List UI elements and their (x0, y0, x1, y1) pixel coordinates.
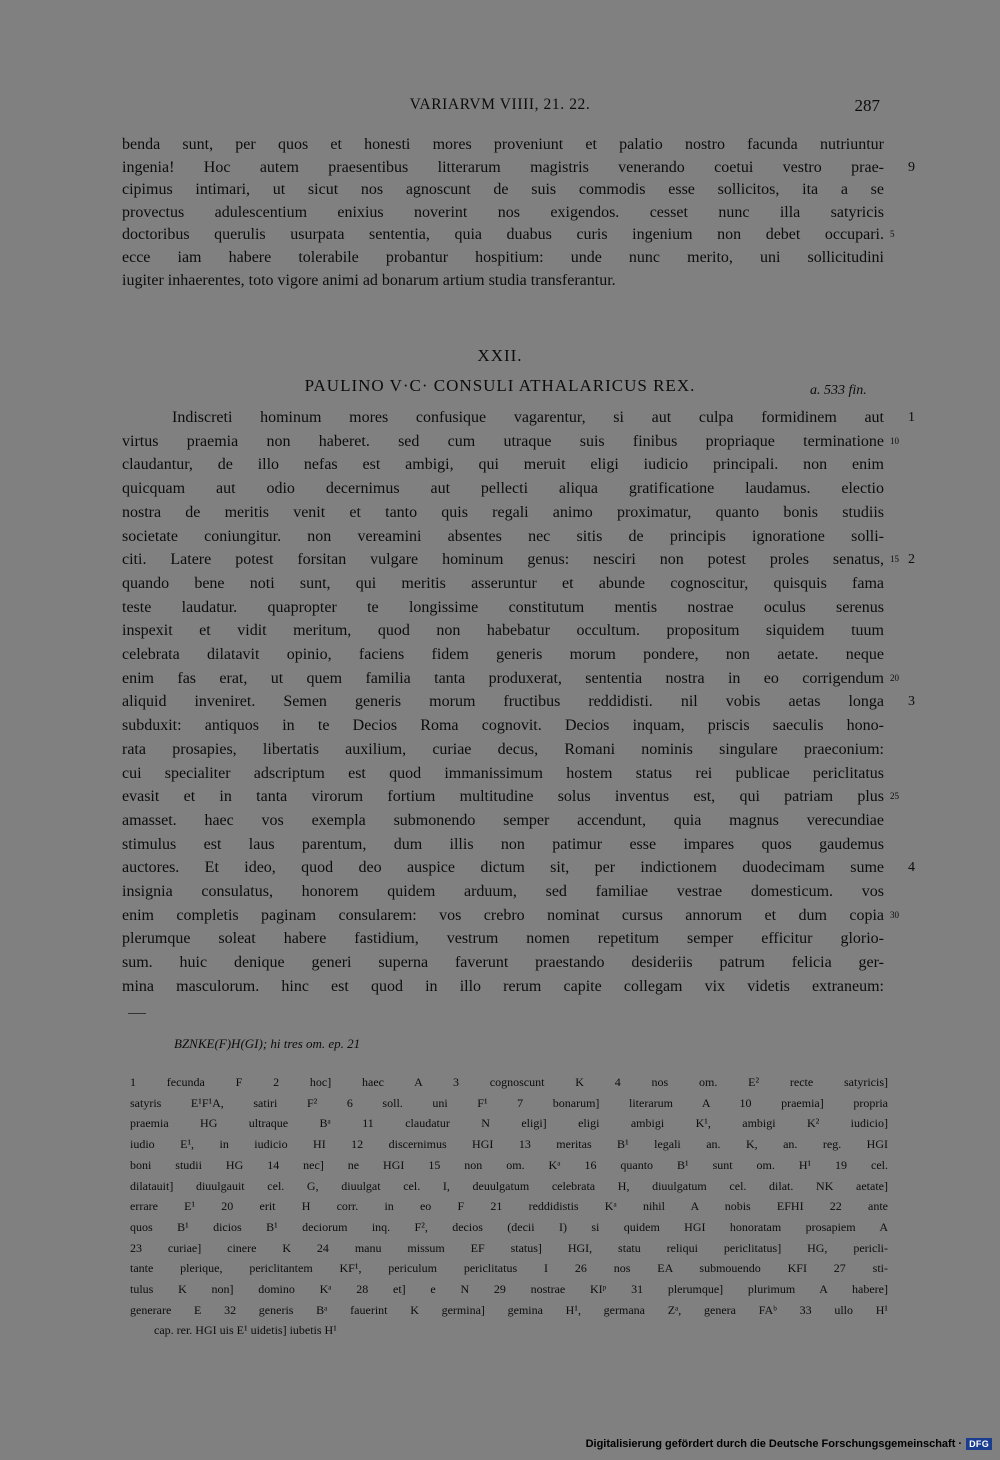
body-line: societate coniungitur. non vereamini absentes nec sitis de principis ignoratione solli- (122, 527, 884, 545)
paragraph-number: 1 (908, 410, 915, 425)
apparatus-divider (128, 1013, 146, 1014)
body-line: aliquid inveniret. Semen generis morum fructibus reddidisti. nil vobis aetas longa (122, 693, 884, 711)
intro-line: benda sunt, per quos et honesti mores proveniunt et palatio nostro facunda nutriuntur (122, 136, 884, 153)
body-line: quicquam aut odio decernimus aut pellecti aliqua gratificatione laudamus. electio (122, 480, 884, 498)
apparatus-line: tulus K non] domino Kᵃ 28 et] e N 29 nostrae KIᵖ 31 plerumque] plurimum A habere] (130, 1282, 888, 1296)
body-line: amasset. haec vos exempla submonendo semper accendunt, quia magnus verecundiae (122, 811, 884, 829)
body-line: inspexit et vidit meritum, quod non habebatur occultum. propositum siquidem tuum (122, 622, 884, 640)
body-line: teste laudatur. quapropter te longissime constitutum mentis nostrae oculus serenus (122, 598, 884, 616)
paragraph-number: 2 (908, 552, 915, 568)
apparatus-line: 23 curiae] cinere K 24 manu missum EF status] HGI, statu reliqui periclitatus] HG, pericli- (130, 1240, 888, 1255)
chapter-number: XXII. (477, 346, 523, 365)
intro-line: ecce iam habere tolerabile probantur hospitium: unde nunc merito, uni sollicitudini (122, 249, 884, 266)
line-number: 10 (890, 435, 899, 446)
chapter-date: a. 533 fin. (810, 383, 867, 398)
body-line: celebrata dilatavit opinio, faciens fidem generis morum pondere, non aetate. neque (122, 646, 884, 663)
body-line: quando bene noti sunt, qui meritis asseruntur et abunde cognoscitur, quisquis fama (122, 574, 884, 592)
intro-line: ingenia! Hoc autem praesentibus litterarum magistris venerando coetui vestro prae- (122, 158, 884, 176)
apparatus-line: 1 fecunda F 2 hoc] haec A 3 cognoscunt K 4 nos om. E² recte satyricis] (130, 1075, 888, 1089)
body-line: claudantur, de illo nefas est ambigi, qui meruit eligi iudicio principali. non enim (122, 456, 884, 474)
sigla-line: BZNKE(F)H(GI); hi tres om. ep. 21 (174, 1036, 361, 1051)
paragraph-number: 3 (908, 694, 915, 710)
body-line: citi. Latere potest forsitan vulgare hominum genus: nesciri non potest proles senatus, (122, 551, 884, 569)
paragraph-number: 4 (908, 860, 915, 876)
chapter-title: PAULINO V·C· CONSULI ATHALARICUS REX. (304, 376, 696, 395)
apparatus-line: iudio E¹, in iudicio HI 12 discernimus HGI 13 meritas B¹ legali an. K, an. reg. HGI (130, 1137, 888, 1152)
body-line: cui specialiter adscriptum est quod immanissimum hostem status rei publicae periclitatus (122, 764, 884, 782)
body-line: virtus praemia non haberet. sed cum utraque suis finibus propriaque terminatione (122, 432, 884, 450)
apparatus-line: dilatauit] diuulgauit cel. G, diuulgat cel. I, deuulgatum celebrata H, diuulgatum cel. dilat. NK aetate] (130, 1178, 888, 1193)
apparatus-line: cap. rer. HGI uis E¹ uidetis] iubetis H¹ (154, 1323, 337, 1338)
body-line: enim fas erat, ut quem familia tanta produxerat, sententia nostra in eo corrigendum (122, 669, 884, 687)
intro-line: iugiter inhaerentes, toto vigore animi ad bonarum artium studia transferantur. (122, 271, 616, 289)
body-line: rata prosapies, libertatis auxilium, curiae decus, Romani nominis singulare praeconium: (122, 740, 884, 758)
body-line: sum. huic denique generi superna faverunt praestando desideriis patrum felicia ger- (122, 954, 884, 972)
body-line: Indiscreti hominum mores confusique vagarentur, si aut culpa formidinem aut (172, 409, 884, 426)
body-line: stimulus est laus parentum, dum illis non patimur esse impares quos gaudemus (122, 835, 884, 853)
running-head: VARIARVM VIIII, 21. 22. (409, 96, 591, 113)
intro-line: doctoribus querulis usurpata sententia, quia duabus curis ingenium non debet occupari. (122, 226, 884, 244)
margin-number: 9 (908, 159, 915, 175)
apparatus-line: errare E¹ 20 erit H corr. in eo F 21 reddidistis Kᵃ nihil A nobis EFHI 22 ante (130, 1199, 888, 1214)
apparatus-line: satyris E¹F¹A, satiri F² 6 soll. uni F¹ 7 bonarum] literarum A 10 praemia] propria (130, 1095, 888, 1110)
apparatus-line: boni studii HG 14 nec] ne HGI 15 non om. Kᵃ 16 quanto B¹ sunt om. H¹ 19 cel. (130, 1157, 888, 1172)
body-line: insignia consulatus, honorem quidem arduum, sed familiae vestrae domesticum. vos (122, 883, 884, 900)
apparatus-line: generare E 32 generis Bᵃ fauerint K germina] gemina H¹, germana Zᵃ, genera FAᵇ 33 ullo H¹ (130, 1302, 888, 1317)
dfg-logo: DFG (966, 1438, 992, 1450)
apparatus-line: praemia HG ultraque Bᵃ 11 claudatur N eligi] eligi ambigi K¹, ambigi K² iudicio] (130, 1116, 888, 1131)
apparatus-line: tante plerique, periclitantem KF¹, periculum periclitatus I 26 nos EA submouendo KFI 27 sti- (130, 1261, 888, 1276)
line-number: 30 (890, 909, 899, 920)
footer-text: Digitalisierung gefördert durch die Deutsche Forschungsgemeinschaft · (585, 1438, 963, 1450)
body-line: nostra de meritis venit et tanto quis regali animo proximatur, quanto bonis studiis (122, 503, 884, 521)
footer-credit (586, 1438, 992, 1450)
line-number: 20 (890, 672, 899, 683)
body-line: mina masculorum. hinc est quod in illo rerum capite collegam vix videtis extraneum: (122, 977, 884, 995)
line-number: 25 (890, 791, 899, 802)
page-number: 287 (854, 96, 880, 115)
body-line: auctores. Et ideo, quod deo auspice dictum sit, per indictionem duodecimam sume (122, 859, 884, 877)
body-line: subduxit: antiquos in te Decios Roma cognovit. Decios inquam, priscis saeculis hono- (122, 717, 884, 735)
margin-number: 5 (890, 229, 895, 240)
line-number: 15 (890, 554, 899, 565)
intro-line: cipimus intimari, ut sicut nos agnoscunt de suis commodis esse sollicitos, ita a se (122, 181, 884, 199)
body-line: plerumque soleat habere fastidium, vestrum nomen repetitum semper efficitur glorio- (122, 930, 884, 948)
body-line: enim completis paginam consularem: vos crebro nominat cursus annorum et dum copia (122, 906, 884, 924)
apparatus-line: quos B¹ dicios B¹ deciorum inq. F², decios (decii I) si quidem HGI honoratam prosapiem A (130, 1219, 888, 1234)
intro-line: provectus adulescentium enixius noverint nos exigendos. cesset nunc illa satyricis (122, 203, 884, 221)
body-line: evasit et in tanta virorum fortium multitudine solus inventus est, qui patriam plus (122, 788, 884, 806)
page-header (120, 96, 880, 118)
